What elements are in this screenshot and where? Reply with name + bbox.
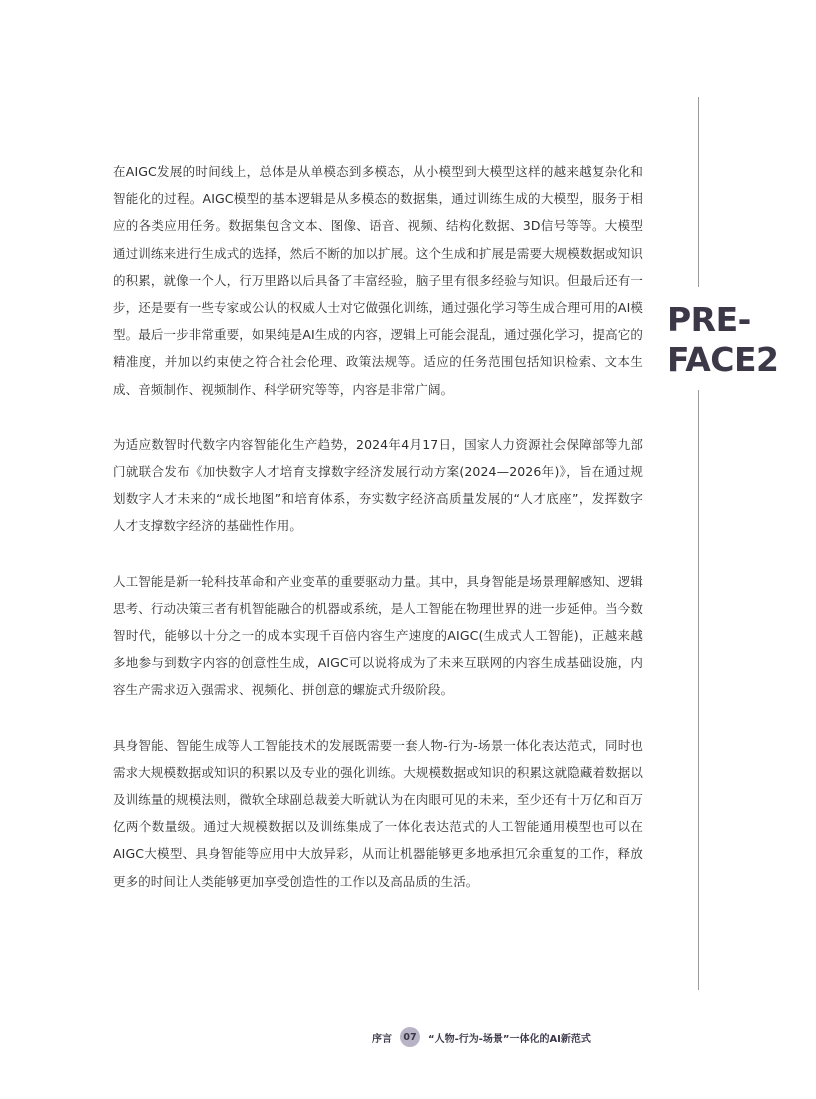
paragraph-4: 具身智能、智能生成等人工智能技术的发展既需要一套人物-行为-场景一体化表达范式，同时也需求大规模数据或知识的积累以及专业的强化训练。大规模数据或知识的积累这就隐藏着数据以及训练量的规模法则，微软全球副总裁姜大昕就认为在肉眼可见的未来，至少还有十万亿和百万亿两个数量级。通过大规模数据以及训练集成了一体化表达范式的人工智能通用模型也可以在AIGC大模型、具身智能等应用中大放异彩，从而让机器能够更多地承担冗余重复的工作，释放更多的时间让人类能够更加享受创造性的工作以及高品质的生活。 — [113, 737, 643, 889]
paragraph-2: 为适应数智时代数字内容智能化生产趋势，2024年4月17日，国家人力资源社会保障部等九部门就联合发布《加快数字人才培育支撑数字经济发展行动方案(2024—2026年)》，旨在通过规划数字人才未来的“成长地图”和培育体系，夯实数字经济高质量发展的“人才底座”，发挥数字人才支撑数字经济的基础性作用。 — [113, 436, 643, 534]
paragraph-1: 在AIGC发展的时间线上，总体是从单模态到多模态，从小模型到大模型这样的越来越复杂化和智能化的过程。AIGC模型的基本逻辑是从多模态的数据集，通过训练生成的大模型，服务于相应的各类应用任务。数据集包含文本、图像、语音、视频、结构化数据、3D信号等等。大模型通过训练来进行生成式的选择，然后不断的加以扩展。这个生成和扩展是需要大规模数据或知识的积累，就像一个人，行万里路以后具备了丰富经验，脑子里有很多经验与知识。但最后还有一步，还是要有一些专家或公认的权威人士对它做强化训练，通过强化学习等生成合理可用的AI模型。最后一步非常重要，如果纯是AI生成的内容，逻辑上可能会混乱，通过强化学习，提高它的精准度，并加以约束使之符合社会伦理、政策法规等。适应的任务范围包括知识检索、文本生成、音频制作、视频制作、科学研究等等，内容是非常广阔。 — [113, 164, 643, 397]
side-divider-bottom — [698, 390, 699, 990]
side-divider-top — [698, 97, 699, 287]
section-title-line-1: PRE- — [667, 300, 751, 339]
footer-book-title: “人物-行为-场景”一体化的AI新范式 — [428, 1033, 591, 1045]
paragraph-3: 人工智能是新一轮科技革命和产业变革的重要驱动力量。其中，具身智能是场景理解感知、逻辑思考、行动决策三者有机智能融合的机器或系统，是人工智能在物理世界的进一步延伸。当今数智时代，能够以十分之一的成本实现千百倍内容生产速度的AIGC(生成式人工智能)，正越来越多地参与到数字内容的创意性生成，AIGC可以说将成为了未来互联网的内容生成基础设施，内容生产需求迈入强需求、视频化、拼创意的螺旋式升级阶段。 — [113, 573, 643, 698]
page-footer — [372, 1027, 591, 1047]
body-text — [113, 158, 643, 923]
section-title — [667, 300, 779, 380]
page-number-badge: 07 — [400, 1027, 420, 1047]
section-title-line-2: FACE2 — [667, 340, 779, 379]
footer-section-label: 序言 — [372, 1033, 392, 1045]
